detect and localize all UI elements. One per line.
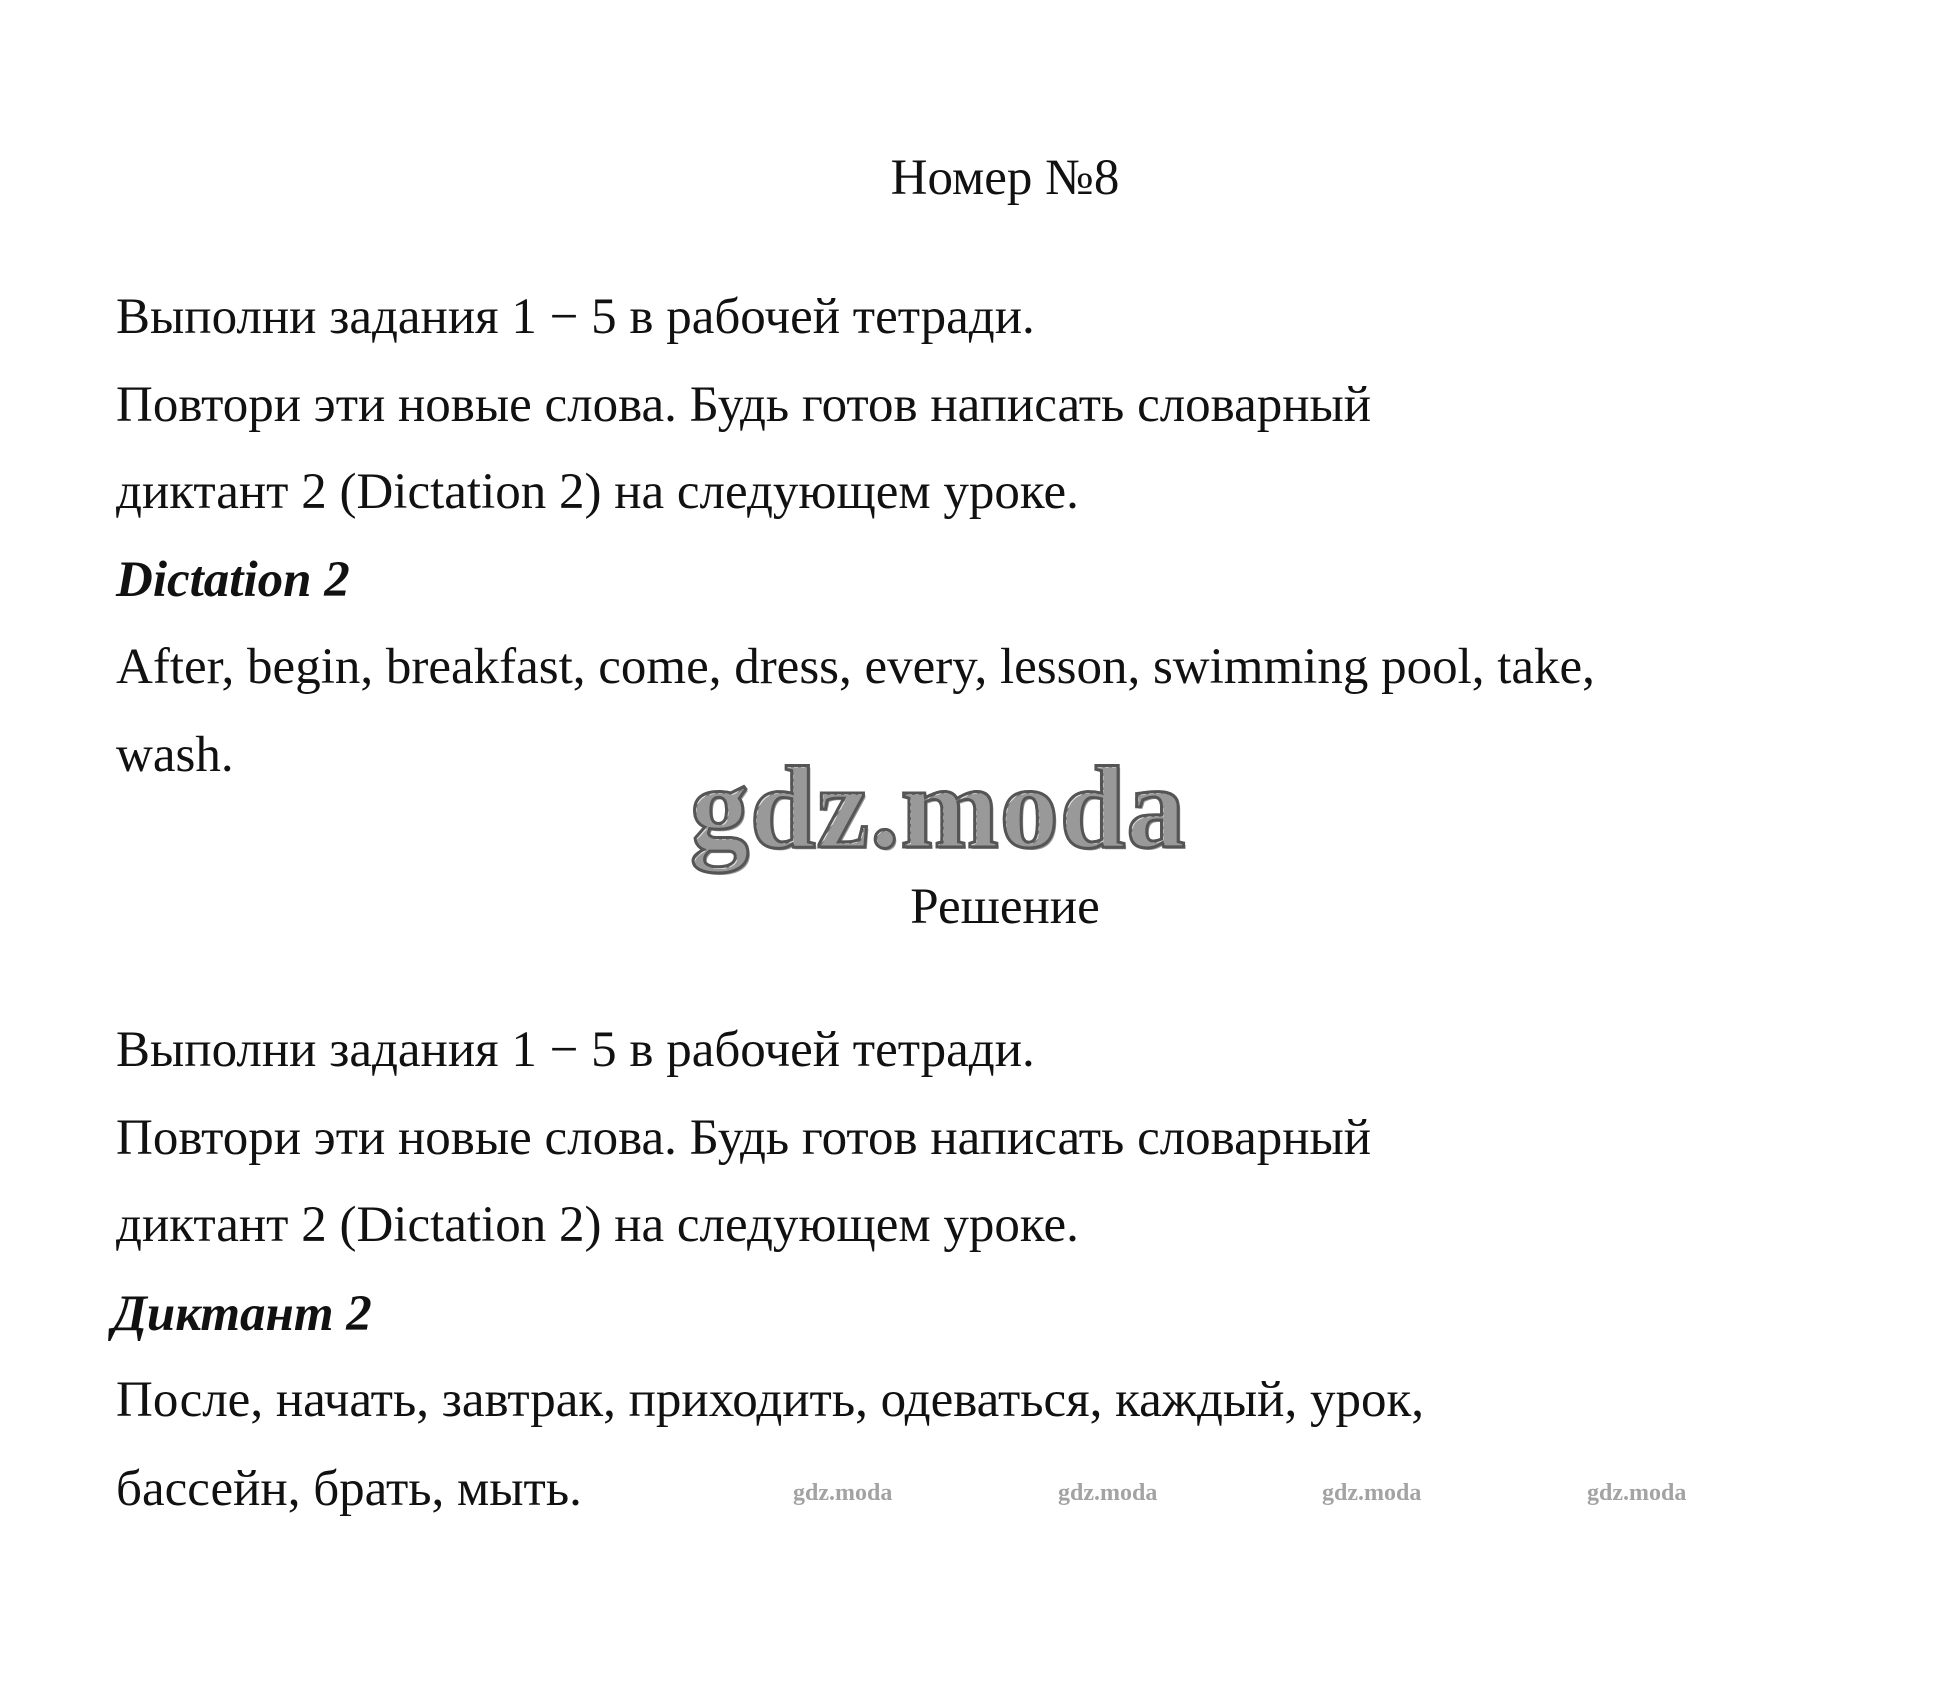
task-words-line-2: wash.: [116, 727, 234, 783]
solution-heading: Диктант 2: [112, 1286, 372, 1342]
solution-words-line-2: бассейн, брать, мыть.: [116, 1461, 582, 1517]
task-line-3: диктант 2 (Dictation 2) на следующем уроке.: [116, 464, 1079, 520]
solution-line-1: Выполни задания 1 − 5 в рабочей тетради.: [116, 1022, 1035, 1078]
watermark-logo: gdz.moda: [690, 742, 1187, 873]
task-words-line-1: After, begin, breakfast, come, dress, every, lesson, swimming pool, take,: [116, 639, 1595, 695]
solution-label: Решение: [910, 879, 1100, 935]
solution-words-line-1: После, начать, завтрак, приходить, одеваться, каждый, урок,: [116, 1372, 1424, 1428]
small-watermark: gdz.moda: [1322, 1480, 1422, 1506]
page-title: Номер №8: [890, 150, 1120, 206]
task-line-2: Повтори эти новые слова. Будь готов написать словарный: [116, 377, 1372, 433]
solution-line-2: Повтори эти новые слова. Будь готов написать словарный: [116, 1110, 1372, 1166]
task-line-1: Выполни задания 1 − 5 в рабочей тетради.: [116, 289, 1035, 345]
small-watermark: gdz.moda: [1587, 1480, 1687, 1506]
task-heading: Dictation 2: [116, 552, 350, 608]
solution-line-3: диктант 2 (Dictation 2) на следующем уроке.: [116, 1197, 1079, 1253]
small-watermark: gdz.moda: [1058, 1480, 1158, 1506]
small-watermark: gdz.moda: [793, 1480, 893, 1506]
